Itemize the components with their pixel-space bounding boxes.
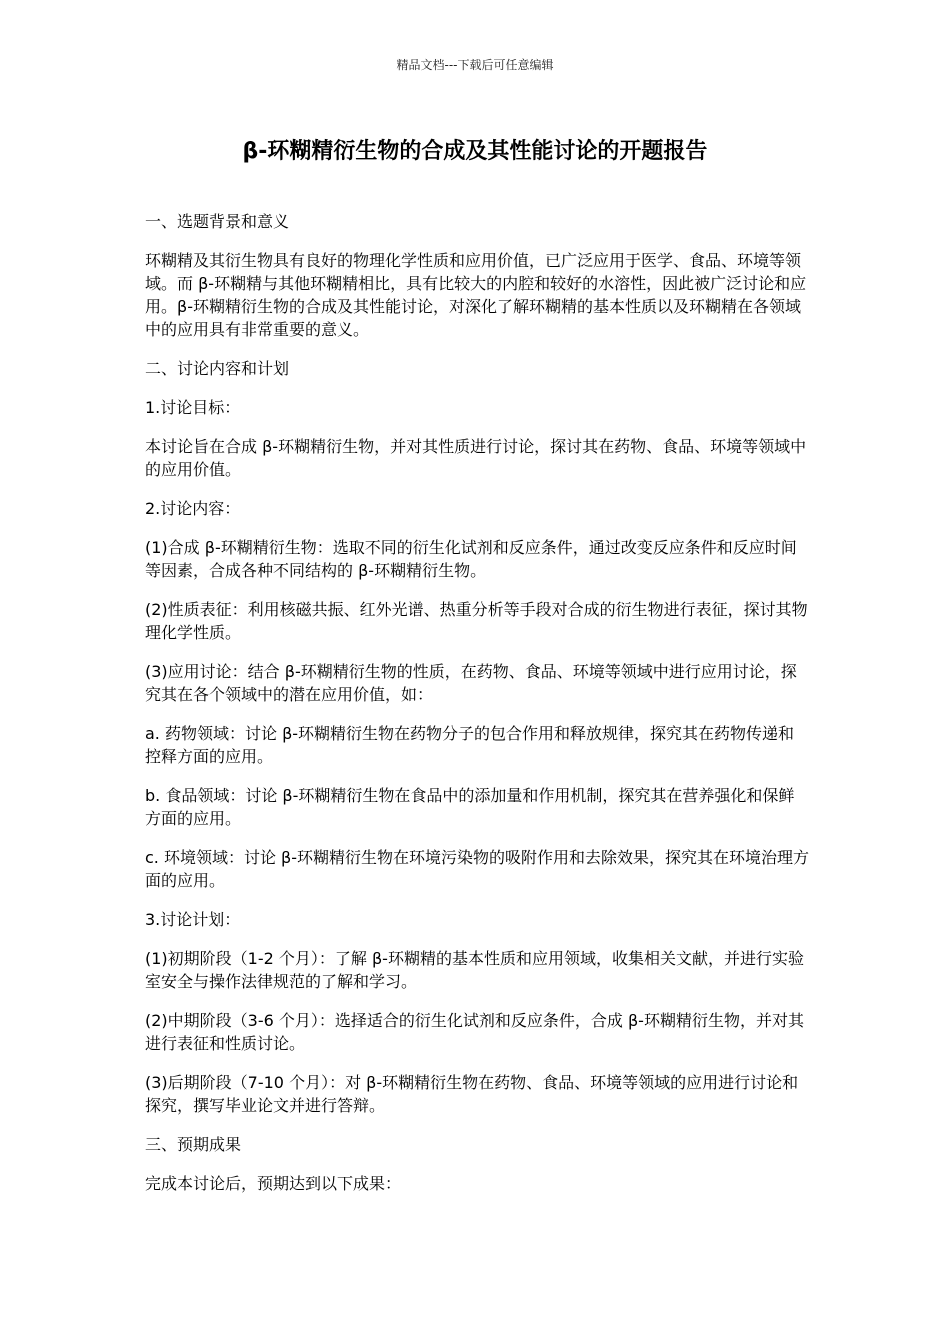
paragraph-expected-results: 完成本讨论后，预期达到以下成果： — [145, 1174, 402, 1193]
paragraph-synthesis: (1)合成 β-环糊精衍生物：选取不同的衍生化试剂和反应条件，通过改变反应条件和反应时间等因素，合成各种不同结构的 β-环糊精衍生物。 — [145, 538, 797, 580]
section-heading-background: 一、选题背景和意义 — [145, 212, 290, 231]
section-heading-content-plan: 二、讨论内容和计划 — [145, 359, 290, 378]
subheading-content: 2.讨论内容： — [145, 499, 241, 518]
paragraph-characterization: (2)性质表征：利用核磁共振、红外光谱、热重分析等手段对合成的衍生物进行表征，探讨其物理化学性质。 — [145, 600, 808, 642]
section-heading-expected-results: 三、预期成果 — [145, 1135, 242, 1154]
subheading-goal: 1.讨论目标： — [145, 398, 241, 417]
paragraph-food-field: b. 食品领域：讨论 β-环糊精衍生物在食品中的添加量和作用机制，探究其在营养强化和保鲜方面的应用。 — [145, 786, 795, 828]
paragraph-plan-middle: (2)中期阶段（3-6 个月）：选择适合的衍生化试剂和反应条件，合成 β-环糊精衍生物，并对其进行表征和性质讨论。 — [145, 1011, 804, 1053]
document-body — [145, 210, 810, 1211]
document-title: β-环糊精衍生物的合成及其性能讨论的开题报告 — [242, 139, 708, 164]
paragraph-environment-field: c. 环境领域：讨论 β-环糊精衍生物在环境污染物的吸附作用和去除效果，探究其在环境治理方面的应用。 — [145, 848, 810, 890]
paragraph-background: 环糊精及其衍生物具有良好的物理化学性质和应用价值，已广泛应用于医学、食品、环境等领域。而 β-环糊精与其他环糊精相比，具有比较大的内腔和较好的水溶性，因此被广泛讨论和应用。β-环糊精衍生物的合成及其性能讨论，对深化了解环糊精的基本性质以及环糊精在各领域中的应用具有非常重要的意义。 — [145, 251, 807, 339]
paragraph-plan-late: (3)后期阶段（7-10 个月）：对 β-环糊精衍生物在药物、食品、环境等领域的应用进行讨论和探究，撰写毕业论文并进行答辩。 — [145, 1073, 799, 1115]
paragraph-drug-field: a. 药物领域：讨论 β-环糊精衍生物在药物分子的包合作用和释放规律，探究其在药物传递和控释方面的应用。 — [145, 724, 795, 766]
paragraph-application: (3)应用讨论：结合 β-环糊精衍生物的性质，在药物、食品、环境等领域中进行应用讨论，探究其在各个领域中的潜在应用价值，如： — [145, 662, 797, 704]
paragraph-plan-early: (1)初期阶段（1-2 个月）：了解 β-环糊精的基本性质和应用领域，收集相关文献，并进行实验室安全与操作法律规范的了解和学习。 — [145, 949, 804, 991]
subheading-plan: 3.讨论计划： — [145, 910, 241, 929]
paragraph-goal: 本讨论旨在合成 β-环糊精衍生物，并对其性质进行讨论，探讨其在药物、食品、环境等领域中的应用价值。 — [145, 437, 807, 479]
page-header-note: 精品文档---下载后可任意编辑 — [396, 58, 554, 72]
